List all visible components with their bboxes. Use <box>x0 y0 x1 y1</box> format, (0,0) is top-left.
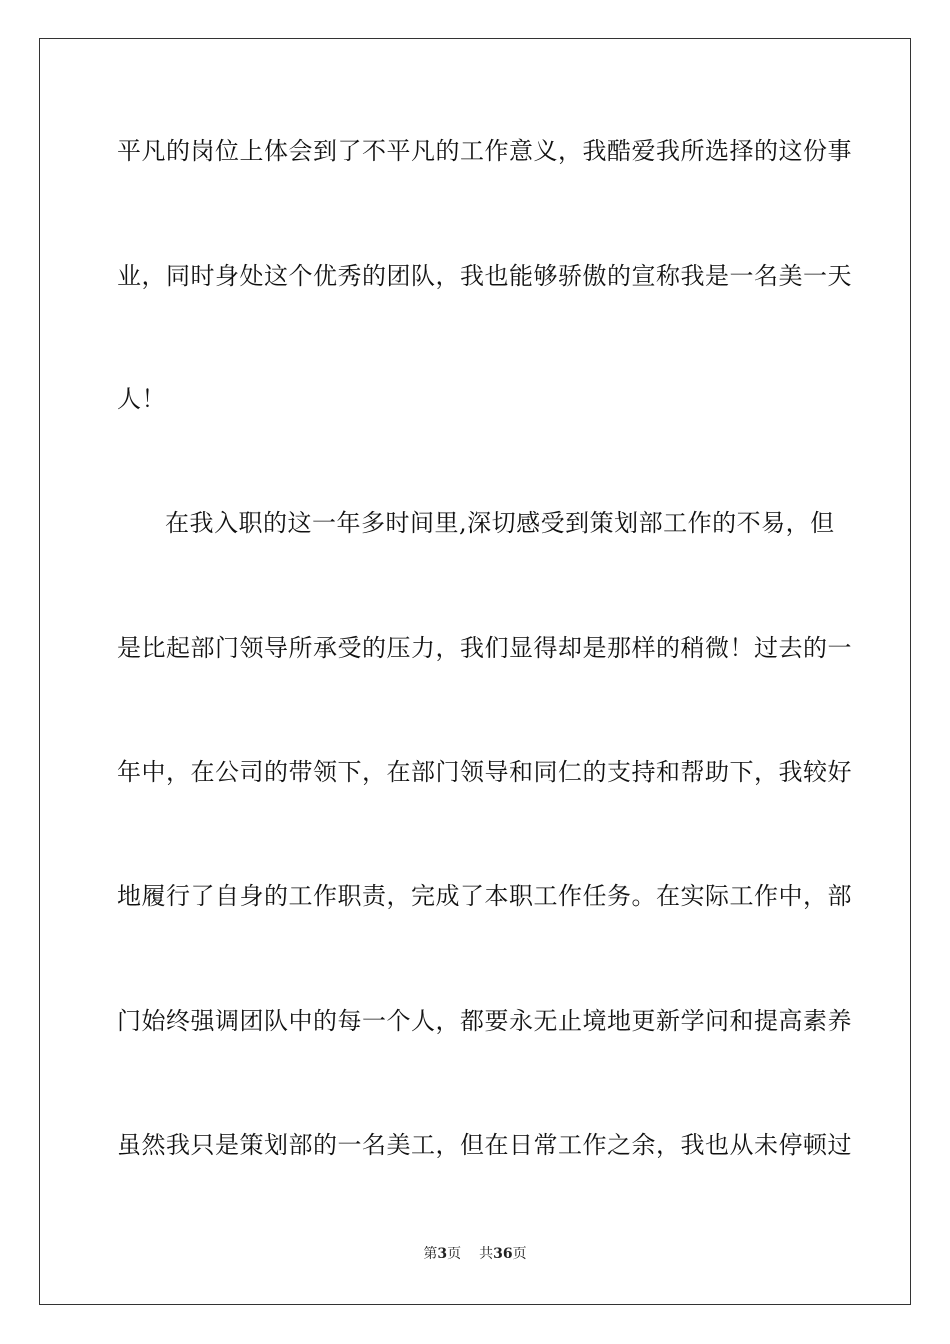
total-prefix: 共 <box>479 1246 494 1262</box>
text-line-9: 虽然我只是策划部的一名美工，但在日常工作之余，我也从未停顿过 <box>117 1131 852 1159</box>
text-line-8: 门始终强调团队中的每一个人，都要永无止境地更新学问和提高素养 <box>117 1007 852 1035</box>
page-prefix: 第 <box>423 1246 438 1262</box>
text-line-7: 地履行了自身的工作职责，完成了本职工作任务。在实际工作中，部 <box>117 882 852 910</box>
page-number: 3 <box>437 1246 448 1262</box>
page-frame <box>39 38 911 1305</box>
text-line-3: 人！ <box>117 385 166 413</box>
text-line-6: 年中，在公司的带领下，在部门领导和同仁的支持和帮助下，我较好 <box>117 758 852 786</box>
text-line-1: 平凡的岗位上体会到了不平凡的工作意义，我酷爱我所选择的这份事 <box>117 137 852 165</box>
page-suffix: 页 <box>447 1246 462 1262</box>
page-footer <box>0 1245 950 1263</box>
text-line-5: 是比起部门领导所承受的压力，我们显得却是那样的稍微！过去的一 <box>117 634 852 662</box>
total-pages: 36 <box>493 1246 513 1262</box>
total-suffix: 页 <box>512 1246 527 1262</box>
text-line-2: 业，同时身处这个优秀的团队，我也能够骄傲的宣称我是一名美一天 <box>117 262 852 290</box>
text-line-4: 在我入职的这一年多时间里,深切感受到策划部工作的不易，但 <box>165 509 835 537</box>
